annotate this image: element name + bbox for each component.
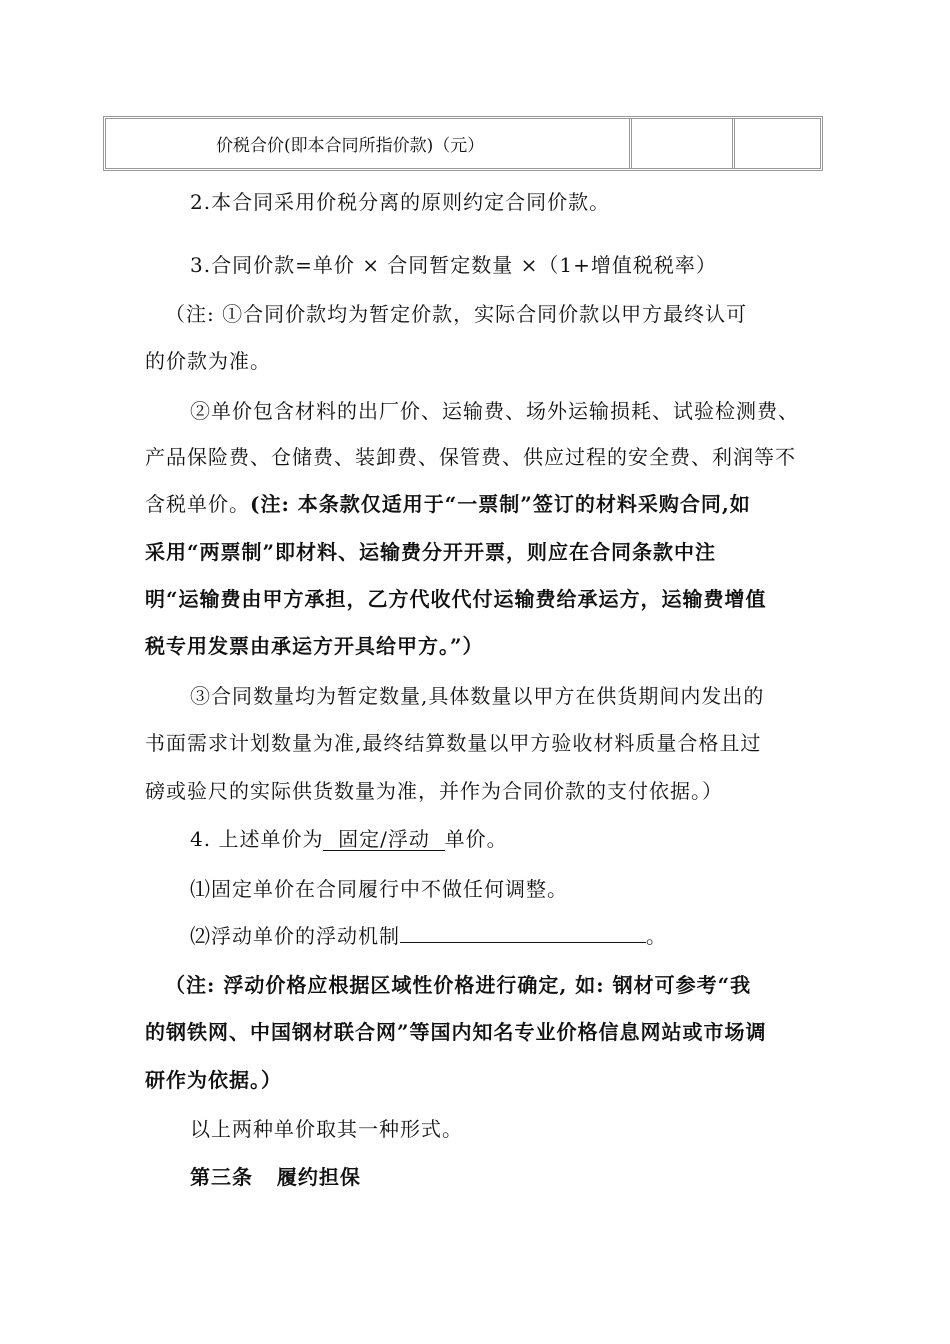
price-table (103, 116, 823, 171)
note-1-line-2: 的价款为准。 (145, 349, 271, 373)
bold-note-2-line-2: 的钢铁网、中国钢材联合网”等国内知名专业价格信息网站或市场调 (145, 1020, 767, 1044)
clause-4-prefix: 4. 上述单价为 (190, 827, 324, 851)
table-cell-value-2 (735, 119, 820, 168)
note-2-line-1: ②单价包含材料的出厂价、运输费、场外运输损耗、试验检测费、 (190, 399, 799, 423)
clause-2-4 (190, 823, 508, 852)
table-cell-value-1 (632, 119, 735, 168)
note-3-line-1: ③合同数量均为暂定数量,具体数量以甲方在供货期间内发出的 (190, 684, 765, 708)
note-2-line-3 (145, 488, 751, 517)
bold-note-2-line-1: （注: 浮动价格应根据区域性价格进行确定, 如: 钢材可参考“我 (165, 973, 752, 997)
floating-price-item (190, 920, 667, 949)
fixed-price-item: ⑴固定单价在合同履行中不做任何调整。 (190, 877, 568, 901)
note-3-line-2: 书面需求计划数量为准,最终结算数量以甲方验收材料质量合格且过 (145, 731, 762, 755)
clause-2-2: 2.本合同采用价税分离的原则约定合同价款。 (190, 190, 611, 214)
clause-4-suffix: 单价。 (444, 827, 508, 851)
note-2-line-2: 产品保险费、仓储费、装卸费、保管费、供应过程的安全费、利润等不 (145, 445, 796, 469)
price-type-field: 固定/浮动 (323, 827, 445, 851)
bold-note-line-2: 采用“两票制”即材料、运输费分开开票，则应在合同条款中注 (145, 540, 717, 564)
floating-mechanism-blank[interactable] (400, 926, 646, 943)
bold-note-start: (注: 本条款仅适用于“一票制”签订的材料采购合同,如 (250, 492, 751, 516)
choice-note: 以上两种单价取其一种形式。 (190, 1117, 463, 1141)
bold-note-line-3: 明“运输费由甲方承担，乙方代收代付运输费给承运方，运输费增值 (145, 587, 767, 611)
clause-2-3: 3.合同价款=单价 × 合同暂定数量 ×（1+增值税税率） (190, 253, 717, 277)
table-cell-label: 价税合价(即本合同所指价款)（元） (106, 119, 632, 168)
bold-note-line-4: 税专用发票由承运方开具给甲方。”） (145, 634, 484, 658)
floating-price-end: 。 (646, 924, 667, 948)
note-3-line-3: 磅或验尺的实际供货数量为准，并作为合同价款的支付依据。） (145, 779, 723, 803)
note-2-text-end: 含税单价。 (145, 492, 250, 516)
bold-note-2-line-3: 研作为依据。） (145, 1068, 282, 1092)
section-heading-article-3: 第三条 履约担保 (190, 1165, 361, 1189)
note-1-line-1: （注: ①合同价款均为暂定价款，实际合同价款以甲方最终认可 (165, 302, 748, 326)
floating-price-label: ⑵浮动单价的浮动机制 (190, 924, 400, 948)
